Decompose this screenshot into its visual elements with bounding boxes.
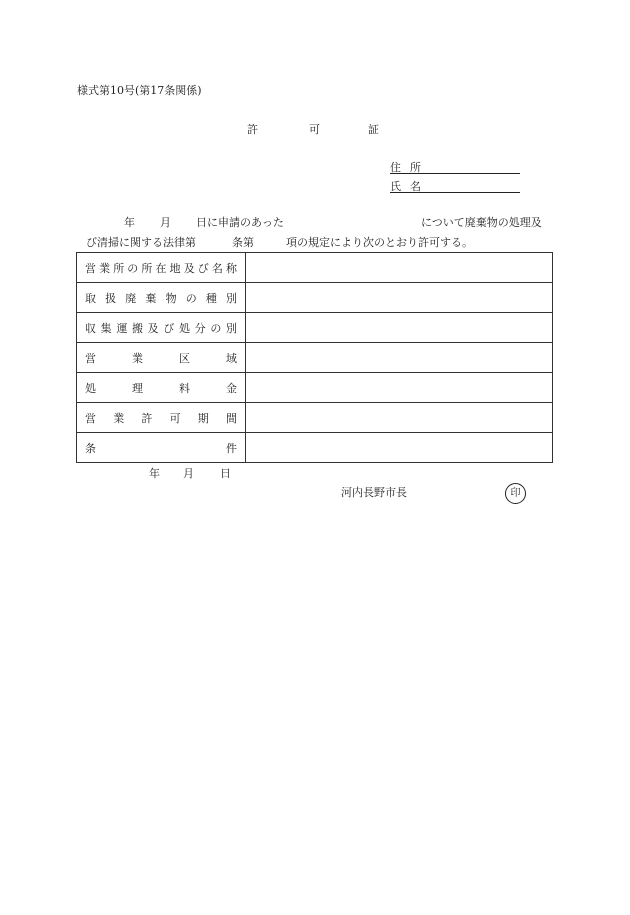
issue-day: 日 xyxy=(220,467,231,480)
law-text: び清掃に関する法律第 xyxy=(86,236,196,249)
row-label: 処理料金 xyxy=(77,373,246,403)
title-char-2: 可 xyxy=(309,123,320,136)
application-month: 月 xyxy=(160,216,171,229)
clause-text: 項の規定により次のとおり許可する。 xyxy=(286,236,473,249)
issue-year: 年 xyxy=(149,467,160,480)
title-char-1: 許 xyxy=(247,123,258,136)
name-label: 氏名 xyxy=(390,180,430,193)
row-label: 営業許可期間 xyxy=(77,403,246,433)
row-label: 条件 xyxy=(77,433,246,463)
issuer-name: 河内長野市長 xyxy=(341,486,407,499)
row-value xyxy=(246,433,553,463)
article-text: 条第 xyxy=(232,236,254,249)
table-row xyxy=(77,283,553,313)
name-line xyxy=(390,178,520,193)
table-row xyxy=(77,343,553,373)
seal-icon: 印 xyxy=(505,483,526,504)
application-year: 年 xyxy=(124,216,135,229)
row-value xyxy=(246,283,553,313)
table-row xyxy=(77,433,553,463)
permit-details-table xyxy=(76,252,553,463)
row-label: 収集運搬及び処分の別 xyxy=(77,313,246,343)
row-value xyxy=(246,403,553,433)
row-label: 営業所の所在地及び名称 xyxy=(77,253,246,283)
row-value xyxy=(246,343,553,373)
row-value xyxy=(246,373,553,403)
address-line xyxy=(390,159,520,174)
issue-date xyxy=(0,467,630,481)
table-row xyxy=(77,253,553,283)
title-char-3: 証 xyxy=(368,123,379,136)
row-value xyxy=(246,253,553,283)
address-label: 住所 xyxy=(390,161,430,174)
table-row xyxy=(77,373,553,403)
row-label: 営業区域 xyxy=(77,343,246,373)
application-about-text: について廃棄物の処理及 xyxy=(421,216,542,229)
table-row xyxy=(77,313,553,343)
table-row xyxy=(77,403,553,433)
form-number: 様式第10号(第17条関係) xyxy=(77,84,202,97)
issue-month: 月 xyxy=(183,467,194,480)
application-day-text: 日に申請のあった xyxy=(196,216,284,229)
body-paragraph-line-1 xyxy=(0,216,630,230)
body-paragraph-line-2 xyxy=(0,236,630,250)
row-value xyxy=(246,313,553,343)
row-label: 取扱廃棄物の種別 xyxy=(77,283,246,313)
